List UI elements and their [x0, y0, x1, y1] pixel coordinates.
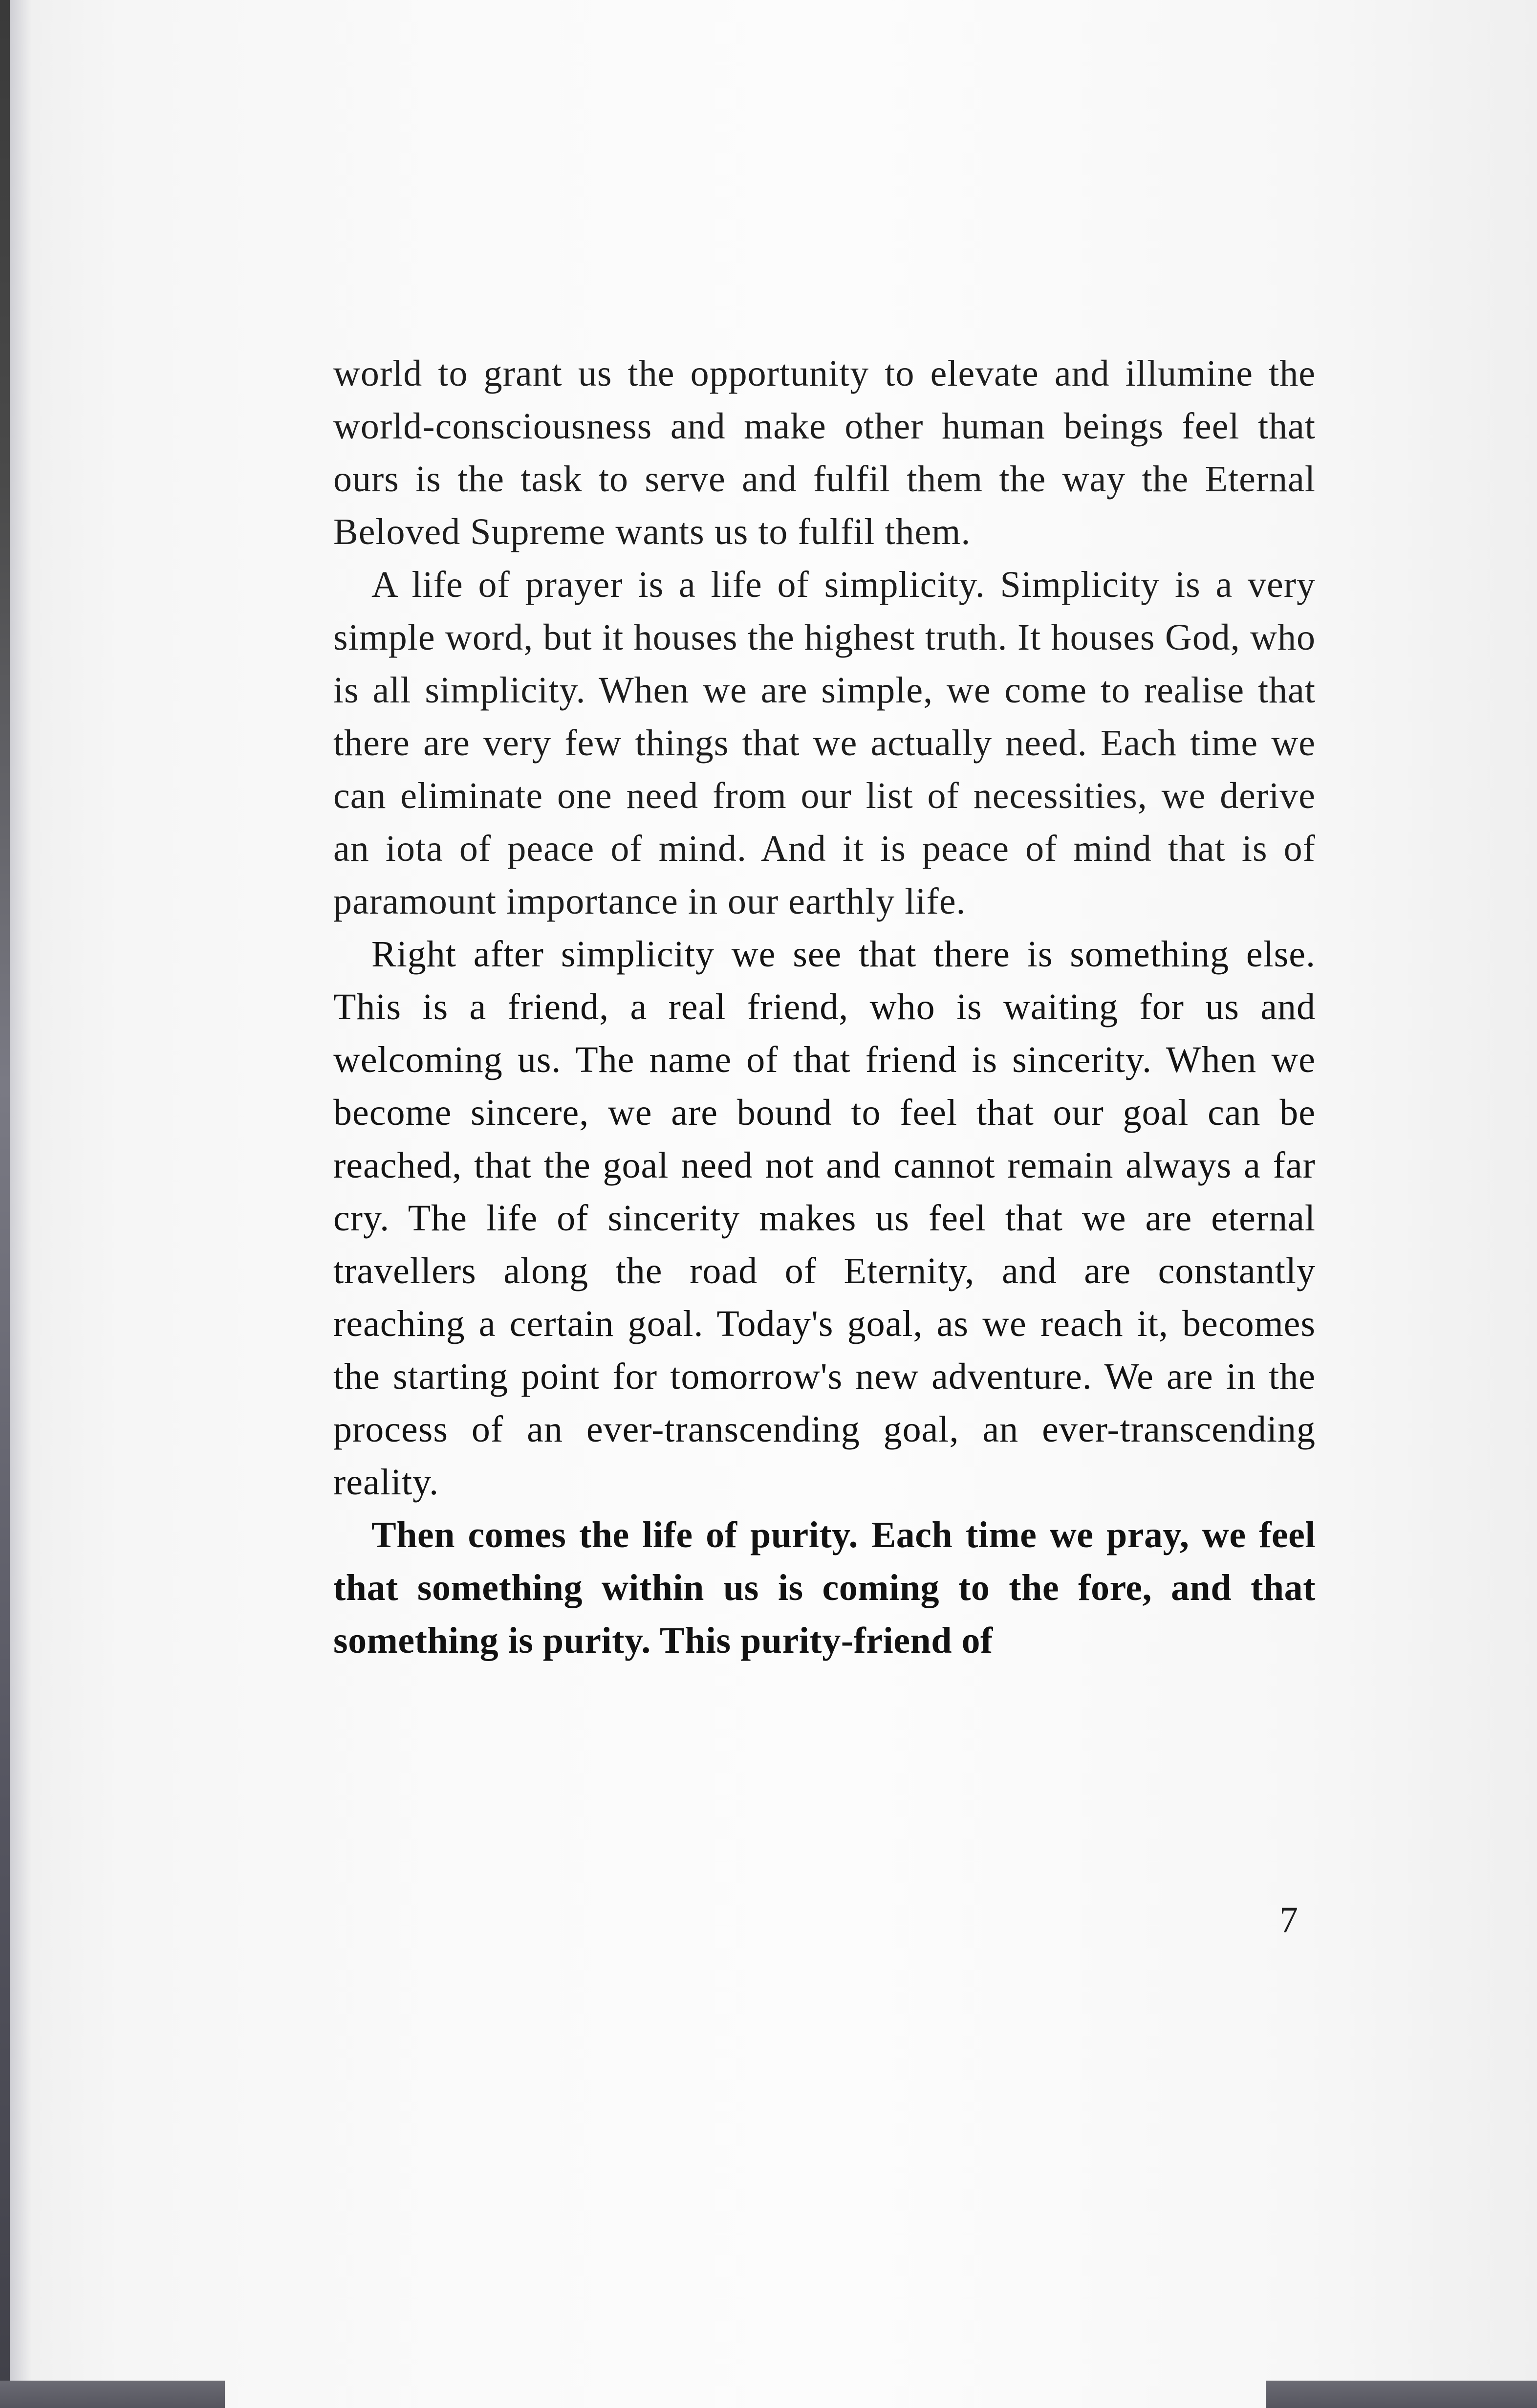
paragraph-3: Right after simplicity we see that there is something else. This is a friend, a real friend, who is waiting for us and welcoming us. The name of that friend is sincerity. When we become sincere, we are bound to feel that our goal can be reached, that the goal need not and cannot remain always a far cry. The life of sincerity makes us feel that we are eternal travellers along the road of Eternity, and are constantly reaching a certain goal. Today's goal, as we reach it, becomes the starting point for tomorrow's new adventure. We are in the process of an ever-transcending goal, an ever-transcending reality.: [333, 934, 1316, 1503]
scan-bottom-right-bar: [1266, 2381, 1537, 2408]
scan-left-edge-shadow: [0, 0, 10, 2408]
paragraph-1: world to grant us the opportunity to elevate and illumine the world-consciousness and make other human beings feel that ours is the task to serve and fulfil them the way the Eternal Beloved Supreme wants us to fulfil them.: [333, 353, 1316, 552]
scan-left-edge-gradient: [10, 0, 32, 2408]
scan-bottom-left-bar: [0, 2381, 225, 2408]
page-number: 7: [1279, 1900, 1298, 1941]
paragraph-2: A life of prayer is a life of simplicity. Simplicity is a very simple word, but it houses the highest truth. It houses God, who is all simplicity. When we are simple, we come to realise that there are very few things that we actually need. Each time we can eliminate one need from our list of necessities, we derive an iota of peace of mind. And it is peace of mind that is of paramount importance in our earthly life.: [333, 564, 1316, 922]
body-text: [333, 347, 1316, 1667]
paragraph-4: Then comes the life of purity. Each time we pray, we feel that something within us is coming to the fore, and that something is purity. This purity-friend of: [333, 1514, 1316, 1661]
